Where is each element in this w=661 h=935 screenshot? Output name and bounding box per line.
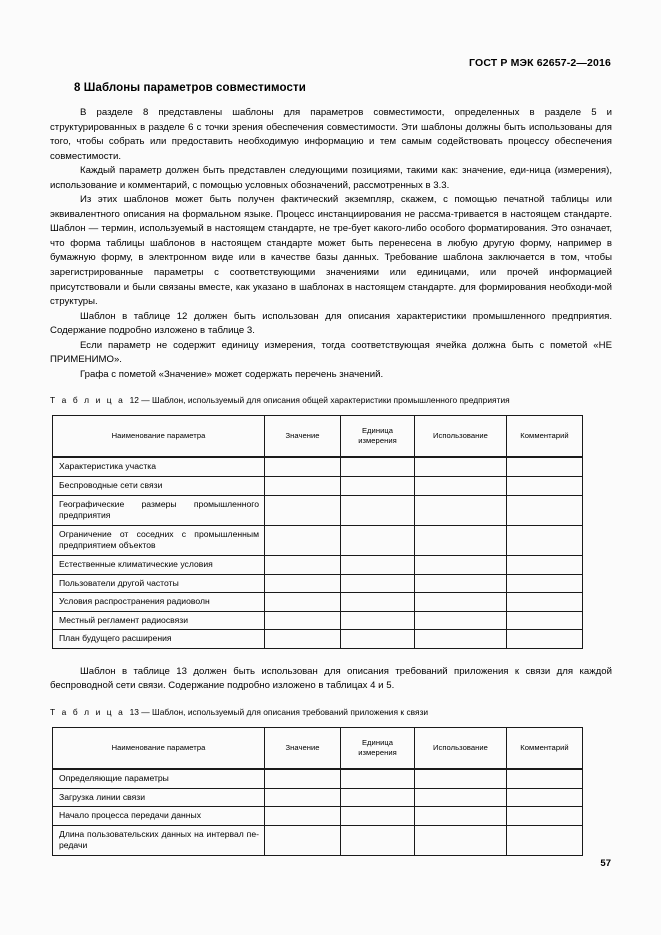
- table12-row6-comment[interactable]: [507, 593, 583, 612]
- page-title: 8 Шаблоны параметров совместимости: [74, 82, 306, 94]
- table13-caption-number: 13: [129, 707, 139, 718]
- table12-caption: [50, 394, 612, 407]
- table-row: [53, 788, 583, 807]
- paragraph-4: Шаблон в таблице 12 должен быть использован для описания характеристики промышленного предприятия. Содержание подробно изложено в таблице 3.: [50, 310, 612, 337]
- paragraph-2: Каждый параметр должен быть представлен следующими позициями, такими как: значение, еди-ница (измерения), использование и комментарий, с помощью условных обозначений, рассмотренных в 3.3.: [50, 165, 612, 191]
- table12-row0-name: Характеристика участка: [53, 457, 265, 476]
- page-number: 57: [600, 858, 611, 869]
- table13-row2-value[interactable]: [265, 807, 341, 826]
- table12-col-usage: Использование: [415, 416, 507, 458]
- table12-row3-comment[interactable]: [507, 525, 583, 555]
- table12-caption-text: — Шаблон, используемый для описания общей характеристики промышленного предприятия: [141, 395, 510, 406]
- table13-row3-unit[interactable]: [341, 825, 415, 855]
- table12-row5-name: Пользователи другой частоты: [53, 574, 265, 593]
- table12-row2-comment[interactable]: [507, 495, 583, 525]
- table13-col-unit: Единица измерения: [341, 728, 415, 770]
- table13-row1-name: Загрузка линии связи: [53, 788, 265, 807]
- table13-row3-value[interactable]: [265, 825, 341, 855]
- table12-row3-value[interactable]: [265, 525, 341, 555]
- table13-caption-text: — Шаблон, используемый для описания требований приложения к связи: [141, 707, 429, 718]
- table12-row8-value[interactable]: [265, 630, 341, 649]
- table12-row5-comment[interactable]: [507, 574, 583, 593]
- table-row: [53, 593, 583, 612]
- table12-row4-comment[interactable]: [507, 555, 583, 574]
- table12-row0-unit[interactable]: [341, 457, 415, 476]
- table13-col-name: Наименование параметра: [53, 728, 265, 770]
- table13-row2-usage[interactable]: [415, 807, 507, 826]
- table12-row4-usage[interactable]: [415, 555, 507, 574]
- table12-row1-comment[interactable]: [507, 476, 583, 495]
- table13-row1-usage[interactable]: [415, 788, 507, 807]
- table12: [52, 415, 583, 649]
- table-row: [53, 525, 583, 555]
- table12-row7-usage[interactable]: [415, 611, 507, 630]
- table13-caption: [50, 706, 612, 719]
- table13-caption-label: Т а б л и ц а: [50, 707, 125, 718]
- table12-row6-usage[interactable]: [415, 593, 507, 612]
- table12-row2-unit[interactable]: [341, 495, 415, 525]
- table12-col-unit: Единица измерения: [341, 416, 415, 458]
- table13-row0-usage[interactable]: [415, 769, 507, 788]
- paragraph-after-table12: Шаблон в таблице 13 должен быть использован для описания требований приложения к связи для каждой беспроводной сети связи. Содержание подробно изложено в таблицах 4 и 5.: [50, 665, 612, 692]
- table12-caption-label: Т а б л и ц а: [50, 395, 125, 406]
- table12-row4-name: Естественные климатические условия: [53, 555, 265, 574]
- table12-row8-usage[interactable]: [415, 630, 507, 649]
- table12-row6-unit[interactable]: [341, 593, 415, 612]
- table12-row8-comment[interactable]: [507, 630, 583, 649]
- table12-row1-unit[interactable]: [341, 476, 415, 495]
- table13-row1-comment[interactable]: [507, 788, 583, 807]
- table13-row0-comment[interactable]: [507, 769, 583, 788]
- table13-row0-value[interactable]: [265, 769, 341, 788]
- table12-row4-value[interactable]: [265, 555, 341, 574]
- table12-row1-usage[interactable]: [415, 476, 507, 495]
- paragraph-6: Графа с пометой «Значение» может содержать перечень значений.: [80, 368, 384, 380]
- table13-row0-unit[interactable]: [341, 769, 415, 788]
- table-row: [53, 611, 583, 630]
- table-row: [53, 457, 583, 476]
- table13-row2-comment[interactable]: [507, 807, 583, 826]
- table-row: [53, 769, 583, 788]
- table13-row2-name: Начало процесса передачи данных: [53, 807, 265, 826]
- table13-row3-comment[interactable]: [507, 825, 583, 855]
- table13: [52, 727, 583, 856]
- table12-row7-unit[interactable]: [341, 611, 415, 630]
- table13-row1-unit[interactable]: [341, 788, 415, 807]
- table12-row5-value[interactable]: [265, 574, 341, 593]
- table13-row3-usage[interactable]: [415, 825, 507, 855]
- paragraph-5: Если параметр не содержит единицу измерения, тогда соответствующая ячейка должна быть с пометой «НЕ ПРИМЕНИМО».: [50, 339, 612, 366]
- table13-row3-name: Длина пользовательских данных на интервал пе-редачи: [53, 825, 265, 855]
- table12-col-comment: Комментарий: [507, 416, 583, 458]
- table-row: [53, 630, 583, 649]
- table13-row0-name: Определяющие параметры: [53, 769, 265, 788]
- table12-header-row: [53, 416, 583, 458]
- running-header: ГОСТ Р МЭК 62657-2—2016: [469, 57, 611, 69]
- table12-row7-name: Местный регламент радиосвязи: [53, 611, 265, 630]
- table12-row7-comment[interactable]: [507, 611, 583, 630]
- table13-col-comment: Комментарий: [507, 728, 583, 770]
- paragraph-3: Из этих шаблонов может быть получен фактический экземпляр, скажем, с помощью печатной таблицы или эквивалентного описания на формальном языке. Процесс инстанциирования не рассма-тривается в настоящем стандарте. Шаблон — термин, используемый в настоящем стандарте, не тре-бует какого-либо особого форматирования. Это означает, что форма таблицы шаблонов в настоящем стандарте может быть перенесена в любую другую форму, например в бумажную форму, в электронном виде или в качестве базы данных. Требование шаблона заключается в том, чтобы зарегистрированные параметры с соответствующими значениями или единицами, или прочей информацией присутствовали и были связаны вместе, как указано в шаблонах в настоящем стандарте. для формирования необходи-мой структуры.: [50, 194, 612, 308]
- table12-col-name: Наименование параметра: [53, 416, 265, 458]
- table12-row0-value[interactable]: [265, 457, 341, 476]
- table-row: [53, 555, 583, 574]
- table-row: [53, 476, 583, 495]
- table-row: [53, 807, 583, 826]
- table13-row2-unit[interactable]: [341, 807, 415, 826]
- table12-row3-usage[interactable]: [415, 525, 507, 555]
- page-content: [50, 82, 612, 856]
- table12-row2-usage[interactable]: [415, 495, 507, 525]
- table12-row6-name: Условия распространения радиоволн: [53, 593, 265, 612]
- table12-col-value: Значение: [265, 416, 341, 458]
- table-row: [53, 574, 583, 593]
- table13-row1-value[interactable]: [265, 788, 341, 807]
- table12-row5-usage[interactable]: [415, 574, 507, 593]
- table12-row2-name: Географические размеры промышленного предприятия: [53, 495, 265, 525]
- table12-row1-name: Беспроводные сети связи: [53, 476, 265, 495]
- table12-row6-value[interactable]: [265, 593, 341, 612]
- table12-row8-name: План будущего расширения: [53, 630, 265, 649]
- table12-row3-name: Ограничение от соседних с промышленным предприятием объектов: [53, 525, 265, 555]
- table12-row7-value[interactable]: [265, 611, 341, 630]
- table12-row4-unit[interactable]: [341, 555, 415, 574]
- table12-row3-unit[interactable]: [341, 525, 415, 555]
- table13-col-value: Значение: [265, 728, 341, 770]
- paragraph-1: В разделе 8 представлены шаблоны для параметров совместимости, определенных в разделе 5 и структурированных в разделе 6 с точки зрения обеспечения совместимости. Эти шаблоны должны быть использованы для того, чтобы собрать или предоставить необходимую информацию и тем самым содействовать процессу обеспечения совместимости.: [50, 107, 612, 162]
- table12-row2-value[interactable]: [265, 495, 341, 525]
- table-row: [53, 495, 583, 525]
- table12-row1-value[interactable]: [265, 476, 341, 495]
- table12-row8-unit[interactable]: [341, 630, 415, 649]
- table13-col-usage: Использование: [415, 728, 507, 770]
- table12-caption-number: 12: [129, 395, 139, 406]
- table13-header-row: [53, 728, 583, 770]
- table12-row0-usage[interactable]: [415, 457, 507, 476]
- table12-row5-unit[interactable]: [341, 574, 415, 593]
- table12-row0-comment[interactable]: [507, 457, 583, 476]
- table-row: [53, 825, 583, 855]
